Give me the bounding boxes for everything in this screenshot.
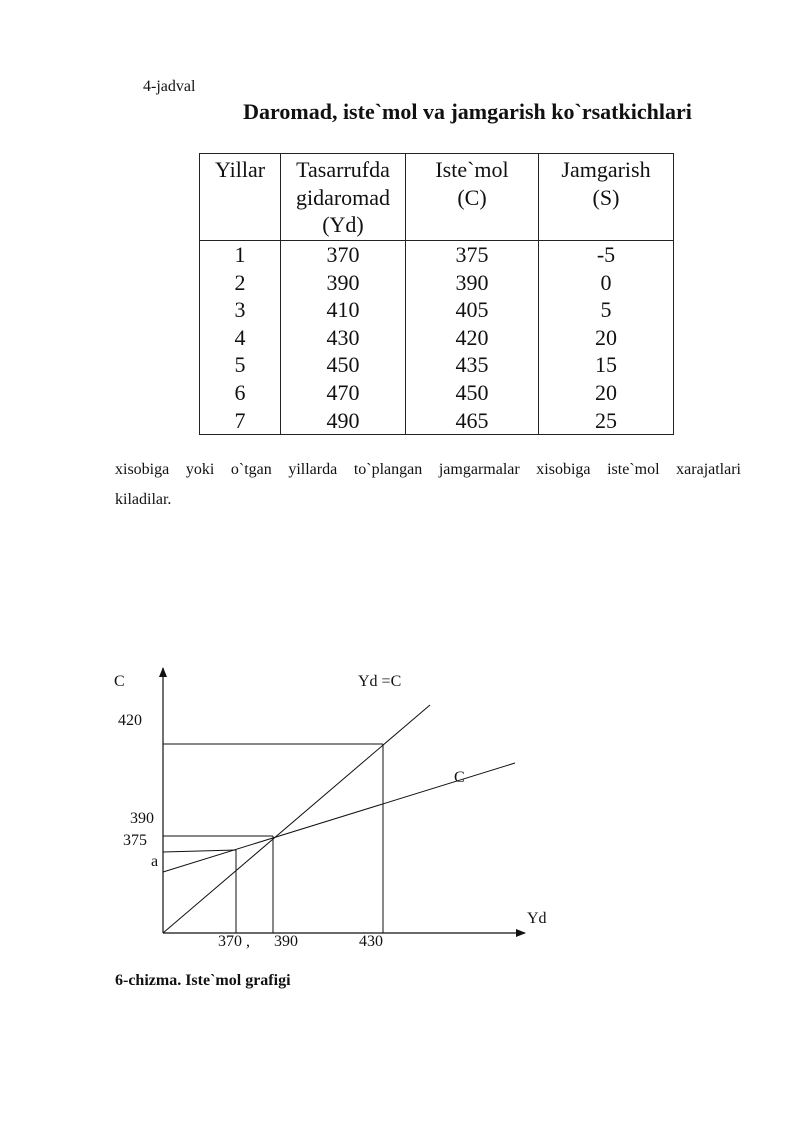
x-axis-label: Yd	[527, 910, 547, 927]
guide-375-horizontal	[163, 850, 236, 852]
figure-caption: 6-chizma. Iste`mol grafigi	[115, 972, 291, 989]
table-value: 405	[455, 297, 489, 323]
header-text: Yillar	[214, 157, 266, 182]
table-value: 4	[234, 324, 246, 350]
table-value: 6	[234, 379, 246, 405]
table-value: 465	[455, 407, 489, 433]
table-value: 1	[234, 242, 246, 267]
header-text: Jamgarish	[561, 157, 651, 182]
table-value: 410	[326, 297, 360, 323]
x-tick-370: 370	[218, 933, 242, 950]
intercept-label: a	[151, 853, 159, 870]
table-value: 370	[326, 242, 360, 267]
table-value: 390	[326, 269, 360, 295]
x-tick-comma: ,	[246, 933, 250, 950]
table-value: 3	[234, 297, 246, 323]
table-value: 7	[234, 407, 246, 433]
header-text: Tasarrufda	[296, 157, 390, 182]
header-text: (Yd)	[322, 212, 364, 238]
table-value: 20	[595, 379, 617, 405]
table-value: 435	[455, 352, 489, 378]
table-title: Daromad, iste`mol va jamgarish ko`rsatkichlari	[243, 99, 692, 124]
table-value: 390	[455, 269, 489, 295]
paragraph-line-2: kiladilar.	[115, 491, 172, 508]
table-value: 25	[595, 407, 617, 433]
table-number: 4-jadval	[143, 78, 196, 95]
table-value: -5	[596, 242, 616, 267]
table-value: 450	[326, 352, 360, 378]
y-tick-375: 375	[123, 832, 147, 849]
x-tick-430: 430	[359, 933, 383, 950]
table-value: 430	[326, 324, 360, 350]
paragraph-line-1: xisobiga yoki o`tgan yillarda to`plangan jamgarmalar xisobiga iste`mol xarajatlari	[115, 461, 741, 478]
header-text: (S)	[592, 184, 620, 210]
y-tick-420: 420	[118, 712, 142, 729]
line-45-label: Yd =C	[358, 673, 402, 690]
table-value: 5	[234, 352, 246, 378]
y-tick-390: 390	[130, 810, 154, 827]
x-tick-390: 390	[274, 933, 298, 950]
table-value: 5	[600, 297, 612, 323]
table-value: 2	[234, 269, 246, 295]
header-text: gidaromad	[295, 184, 391, 210]
table-value: 15	[595, 352, 617, 378]
y-axis-label: C	[114, 673, 125, 690]
table-value: 490	[326, 407, 360, 433]
table-value: 375	[455, 242, 489, 267]
header-text: Iste`mol	[435, 157, 509, 182]
table-value: 470	[326, 379, 360, 405]
line-45-degree	[163, 705, 430, 933]
header-text: (C)	[457, 184, 487, 210]
table-value: 420	[455, 324, 489, 350]
table-value: 0	[600, 269, 612, 295]
table-value: 450	[455, 379, 489, 405]
table-value: 20	[595, 324, 617, 350]
consumption-line-label: C	[454, 769, 465, 786]
